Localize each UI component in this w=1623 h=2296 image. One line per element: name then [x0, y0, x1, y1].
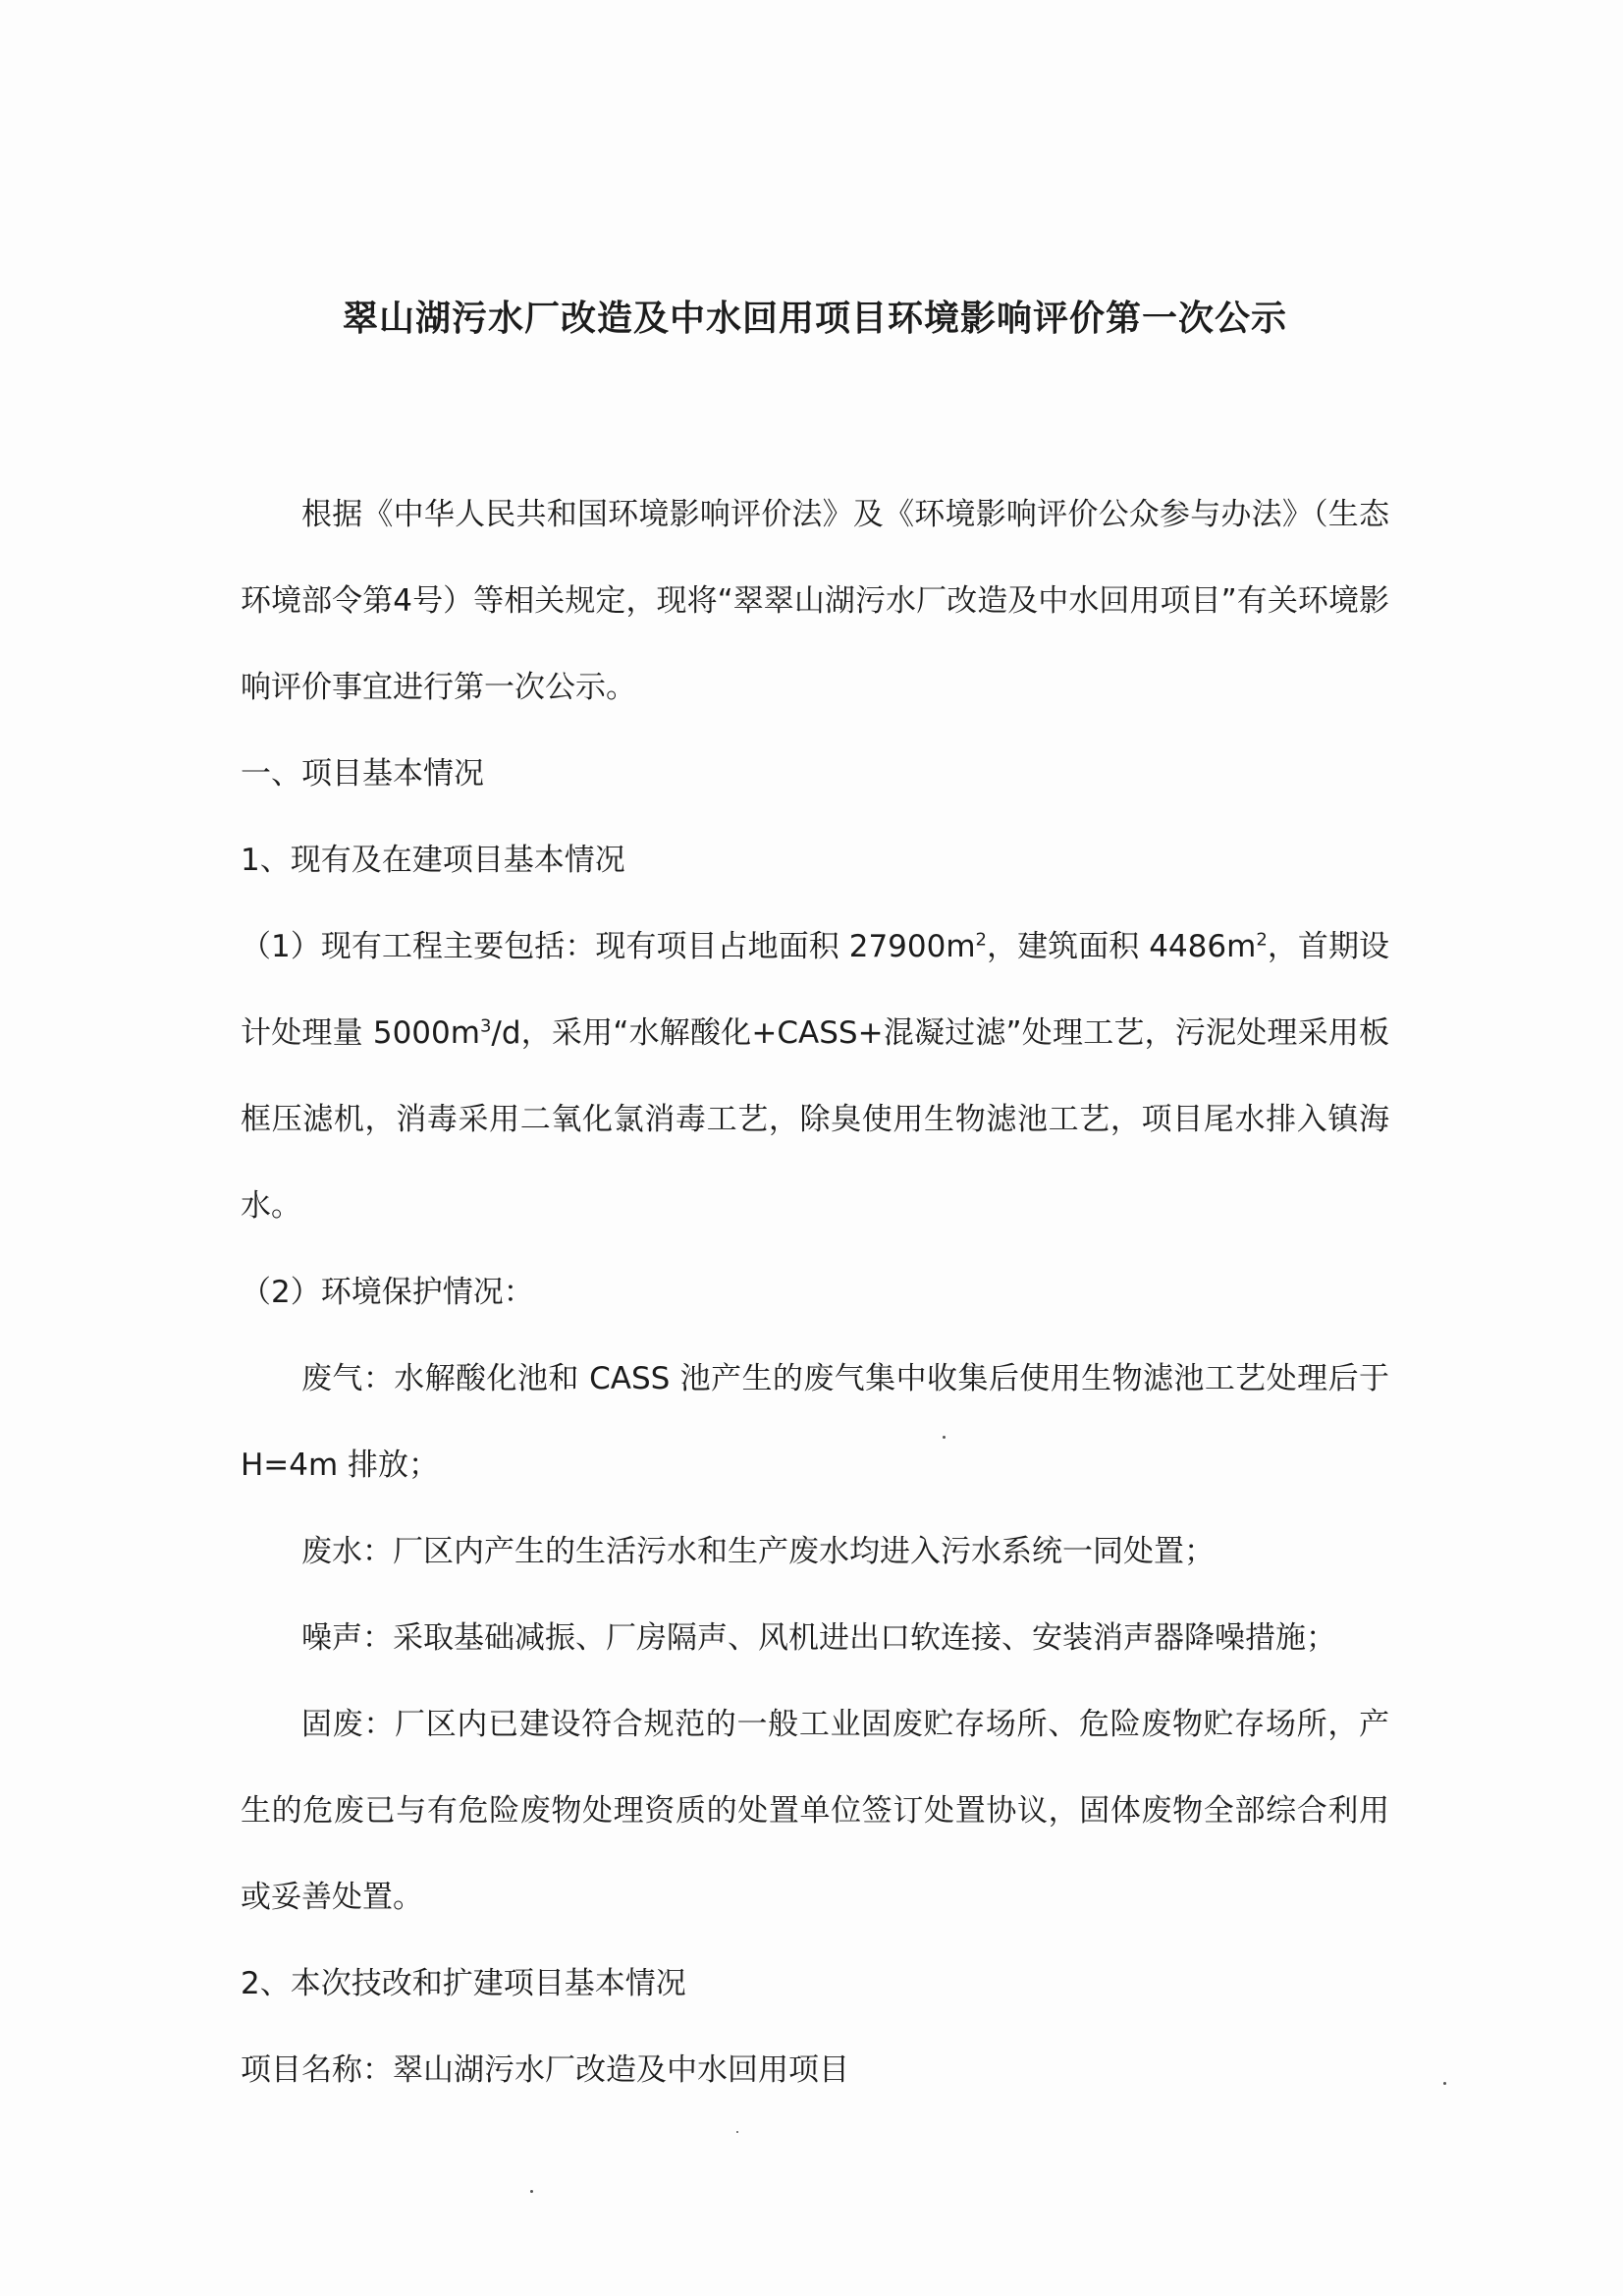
- subsection2-heading: 2、本次技改和扩建项目基本情况: [241, 1966, 686, 2001]
- item1-suffix: /d，采用“水解酸化+CASS+混凝过滤”处理工艺，污泥处理采用板框压滤机，消毒采用二氧化氯消毒工艺，除臭使用生物滤池工艺，项目尾水排入镇海水。: [241, 1015, 1389, 1224]
- subsection1-heading: 1、现有及在建项目基本情况: [241, 843, 625, 878]
- item1-prefix: （1）现有工程主要包括：现有项目占地面积 27900m: [241, 929, 976, 964]
- scan-speck: [530, 2190, 533, 2193]
- document-title: 翠山湖污水厂改造及中水回用项目环境影响评价第一次公示: [342, 299, 1287, 339]
- solid-waste-paragraph: 固废：厂区内已建设符合规范的一般工业固废贮存场所、危险废物贮存场所，产生的危废已与有危险废物处理资质的处置单位签订处置协议，固体废物全部综合利用或妥善处置。: [241, 1707, 1389, 1915]
- item1-mid1: ，建筑面积 4486m: [987, 929, 1257, 964]
- waste-gas-paragraph: 废气：水解酸化池和 CASS 池产生的废气集中收集后使用生物滤池工艺处理后于 H=4m 排放；: [241, 1361, 1389, 1483]
- scan-speck: [943, 1436, 946, 1439]
- item1-sup1: 2: [975, 929, 987, 951]
- item1-sup2: 2: [1256, 929, 1268, 951]
- env-protection-heading: （2）环境保护情况：: [241, 1275, 534, 1310]
- intro-paragraph: 根据《中华人民共和国环境影响评价法》及《环境影响评价公众参与办法》（生态环境部令第4号）等相关规定，现将“翠翠山湖污水厂改造及中水回用项目”有关环境影响评价事宜进行第一次公示。: [241, 497, 1389, 705]
- section1-heading: 一、项目基本情况: [241, 756, 484, 792]
- document-body: [241, 471, 1389, 2113]
- scan-speck: [736, 2131, 738, 2133]
- waste-water-paragraph: 废水：厂区内产生的生活污水和生产废水均进入污水系统一同处置；: [301, 1534, 1215, 1569]
- existing-project-paragraph: [241, 903, 1389, 1249]
- item1-sup3: 3: [479, 1015, 492, 1037]
- scan-speck: [1443, 2082, 1446, 2085]
- item1-mid2: ，首期设计处理量 5000m: [241, 929, 1389, 1051]
- project-name-line: 项目名称：翠山湖污水厂改造及中水回用项目: [241, 2052, 849, 2088]
- noise-paragraph: 噪声：采取基础减振、厂房隔声、风机进出口软连接、安装消声器降噪措施；: [301, 1620, 1336, 1656]
